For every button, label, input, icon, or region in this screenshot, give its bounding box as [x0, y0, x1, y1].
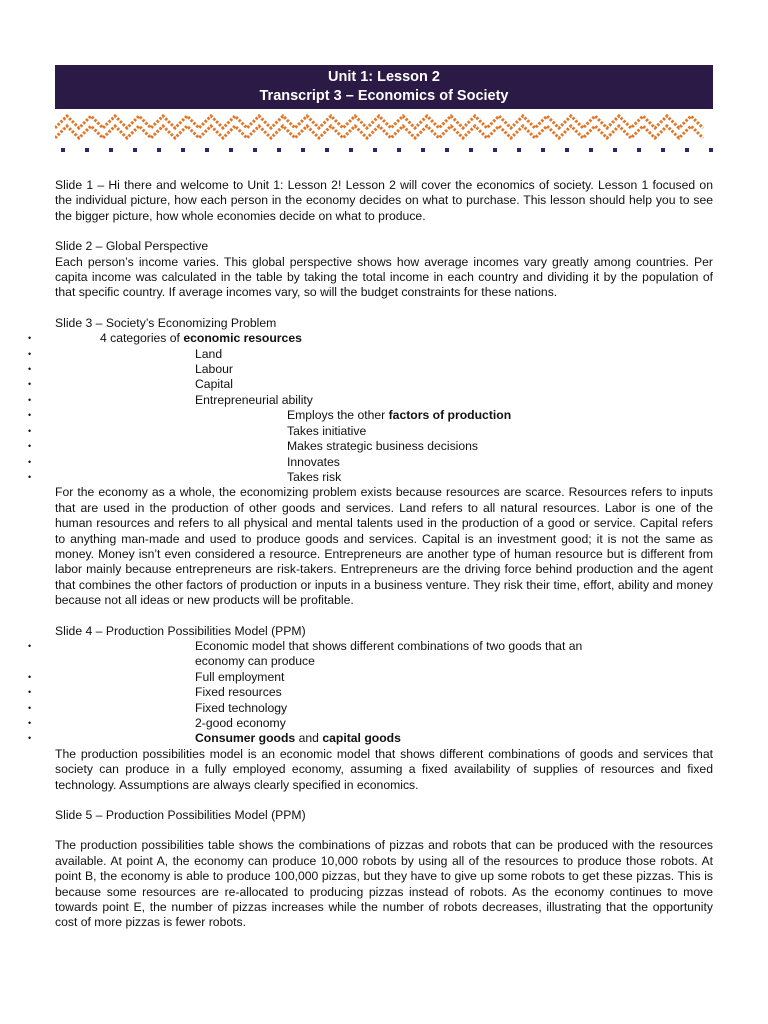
slide-3-text: For the economy as a whole, the economizing problem exists because resources are scarce. Resources refers to inputs that are used in the production of other goods and services. Land refers to all natural resources. Labor is one of the human resources and refers to all physical and mental talents used in the production of a good or service. Capital refers to anything man-made and used to produce goods and services. Capital is an investment good; it is not the same as money. Money isn’t even considered a resource. Entrepreneurs are another type of human resource but is different from labor mainly because entrepreneurs are risk-takers. Entrepreneurs are the driving force behind production and the agent that combines the other factors of production or inputs in a business venture. They risk their time, effort, ability and money because not all ideas or new products will be profitable. [55, 485, 713, 608]
border-dot [421, 148, 425, 152]
slide-4-title: Slide 4 – Production Possibilities Model (PPM) [55, 623, 306, 638]
list-item: • 4 categories of economic resources [55, 331, 713, 346]
border-dot [373, 148, 377, 152]
title-line-2: Transcript 3 – Economics of Society [259, 88, 509, 104]
slide-5-text: The production possibilities table shows the combinations of pizzas and robots that can be produced with the resources available. At point A, the economy can produce 10,000 robots by using all of the resources to produce those robots. At point B, the economy is able to produce 100,000 pizzas, but they have to give up some robots to get these pizzas. This is because some resources are re-allocated to producing pizzas instead of robots. As the economy continues to move towards point E, the number of pizzas increases while the number of robots decreases, illustrating that the opportunity cost of more pizzas is fewer robots. [55, 838, 713, 930]
border-dot [565, 148, 569, 152]
list-item: • Entrepreneurial ability [55, 393, 713, 408]
list-item: • Consumer goods and capital goods [55, 731, 713, 746]
border-dot [397, 148, 401, 152]
slide-2-text: Each person’s income varies. This global perspective shows how average incomes vary greatly among countries. Per capita income was calculated in the table by taking the total income in each country and dividing it by the population of that specific country. If average incomes vary, so will the budget constraints for these nations. [55, 254, 713, 300]
list-item: • 2-good economy [55, 716, 713, 731]
border-dot [637, 148, 641, 152]
border-dot [85, 148, 89, 152]
zigzag-pattern [55, 116, 713, 152]
border-dot [253, 148, 257, 152]
border-dot [133, 148, 137, 152]
list-item: • Economic model that shows different combinations of two goods that an economy can produce [55, 639, 713, 670]
border-dot [229, 148, 233, 152]
list-item: • Makes strategic business decisions [55, 439, 713, 454]
slide-2-title: Slide 2 – Global Perspective [55, 239, 209, 254]
slide-3-title: Slide 3 – Society’s Economizing Problem [55, 315, 277, 330]
border-dot [661, 148, 665, 152]
border-dot [181, 148, 185, 152]
list-item: • Employs the other factors of production [55, 408, 713, 423]
list-item: • Takes initiative [55, 424, 713, 439]
title-banner [55, 65, 713, 109]
border-dot [205, 148, 209, 152]
list-item: • Labour [55, 362, 713, 377]
transcript-body [55, 178, 713, 931]
border-dot [277, 148, 281, 152]
list-item: • Full employment [55, 670, 713, 685]
border-dot [61, 148, 65, 152]
border-dot [709, 148, 713, 152]
list-item: • Land [55, 347, 713, 362]
border-dot [541, 148, 545, 152]
slide-5-title: Slide 5 – Production Possibilities Model (PPM) [55, 808, 306, 823]
border-dot [325, 148, 329, 152]
list-item: • Fixed resources [55, 685, 713, 700]
border-dot [157, 148, 161, 152]
border-dot [109, 148, 113, 152]
border-dot [685, 148, 689, 152]
border-dot [445, 148, 449, 152]
list-item: • Capital [55, 377, 713, 392]
border-dot [493, 148, 497, 152]
border-dot [349, 148, 353, 152]
slide-4-text: The production possibilities model is an economic model that shows different combinations of goods and services that society can produce in a fully employed economy, assuming a fixed availability of supplies of resources and fixed technology. Assumptions are always clearly specified in economics. [55, 746, 713, 792]
title-line-1: Unit 1: Lesson 2 [328, 69, 440, 85]
slide-1-text: Slide 1 – Hi there and welcome to Unit 1: Lesson 2! Lesson 2 will cover the economics of society. Lesson 1 focused on the individual picture, how each person in the economy decides on what to purchase. This lesson should help you to see the bigger picture, how whole economies decide on what to produce. [55, 178, 713, 223]
border-dot [613, 148, 617, 152]
list-item: • Takes risk [55, 470, 713, 485]
decorative-border-pattern [55, 112, 713, 158]
border-dot [589, 148, 593, 152]
border-dot [517, 148, 521, 152]
list-item: • Fixed technology [55, 701, 713, 716]
border-dot [469, 148, 473, 152]
border-dot [301, 148, 305, 152]
list-item: • Innovates [55, 455, 713, 470]
